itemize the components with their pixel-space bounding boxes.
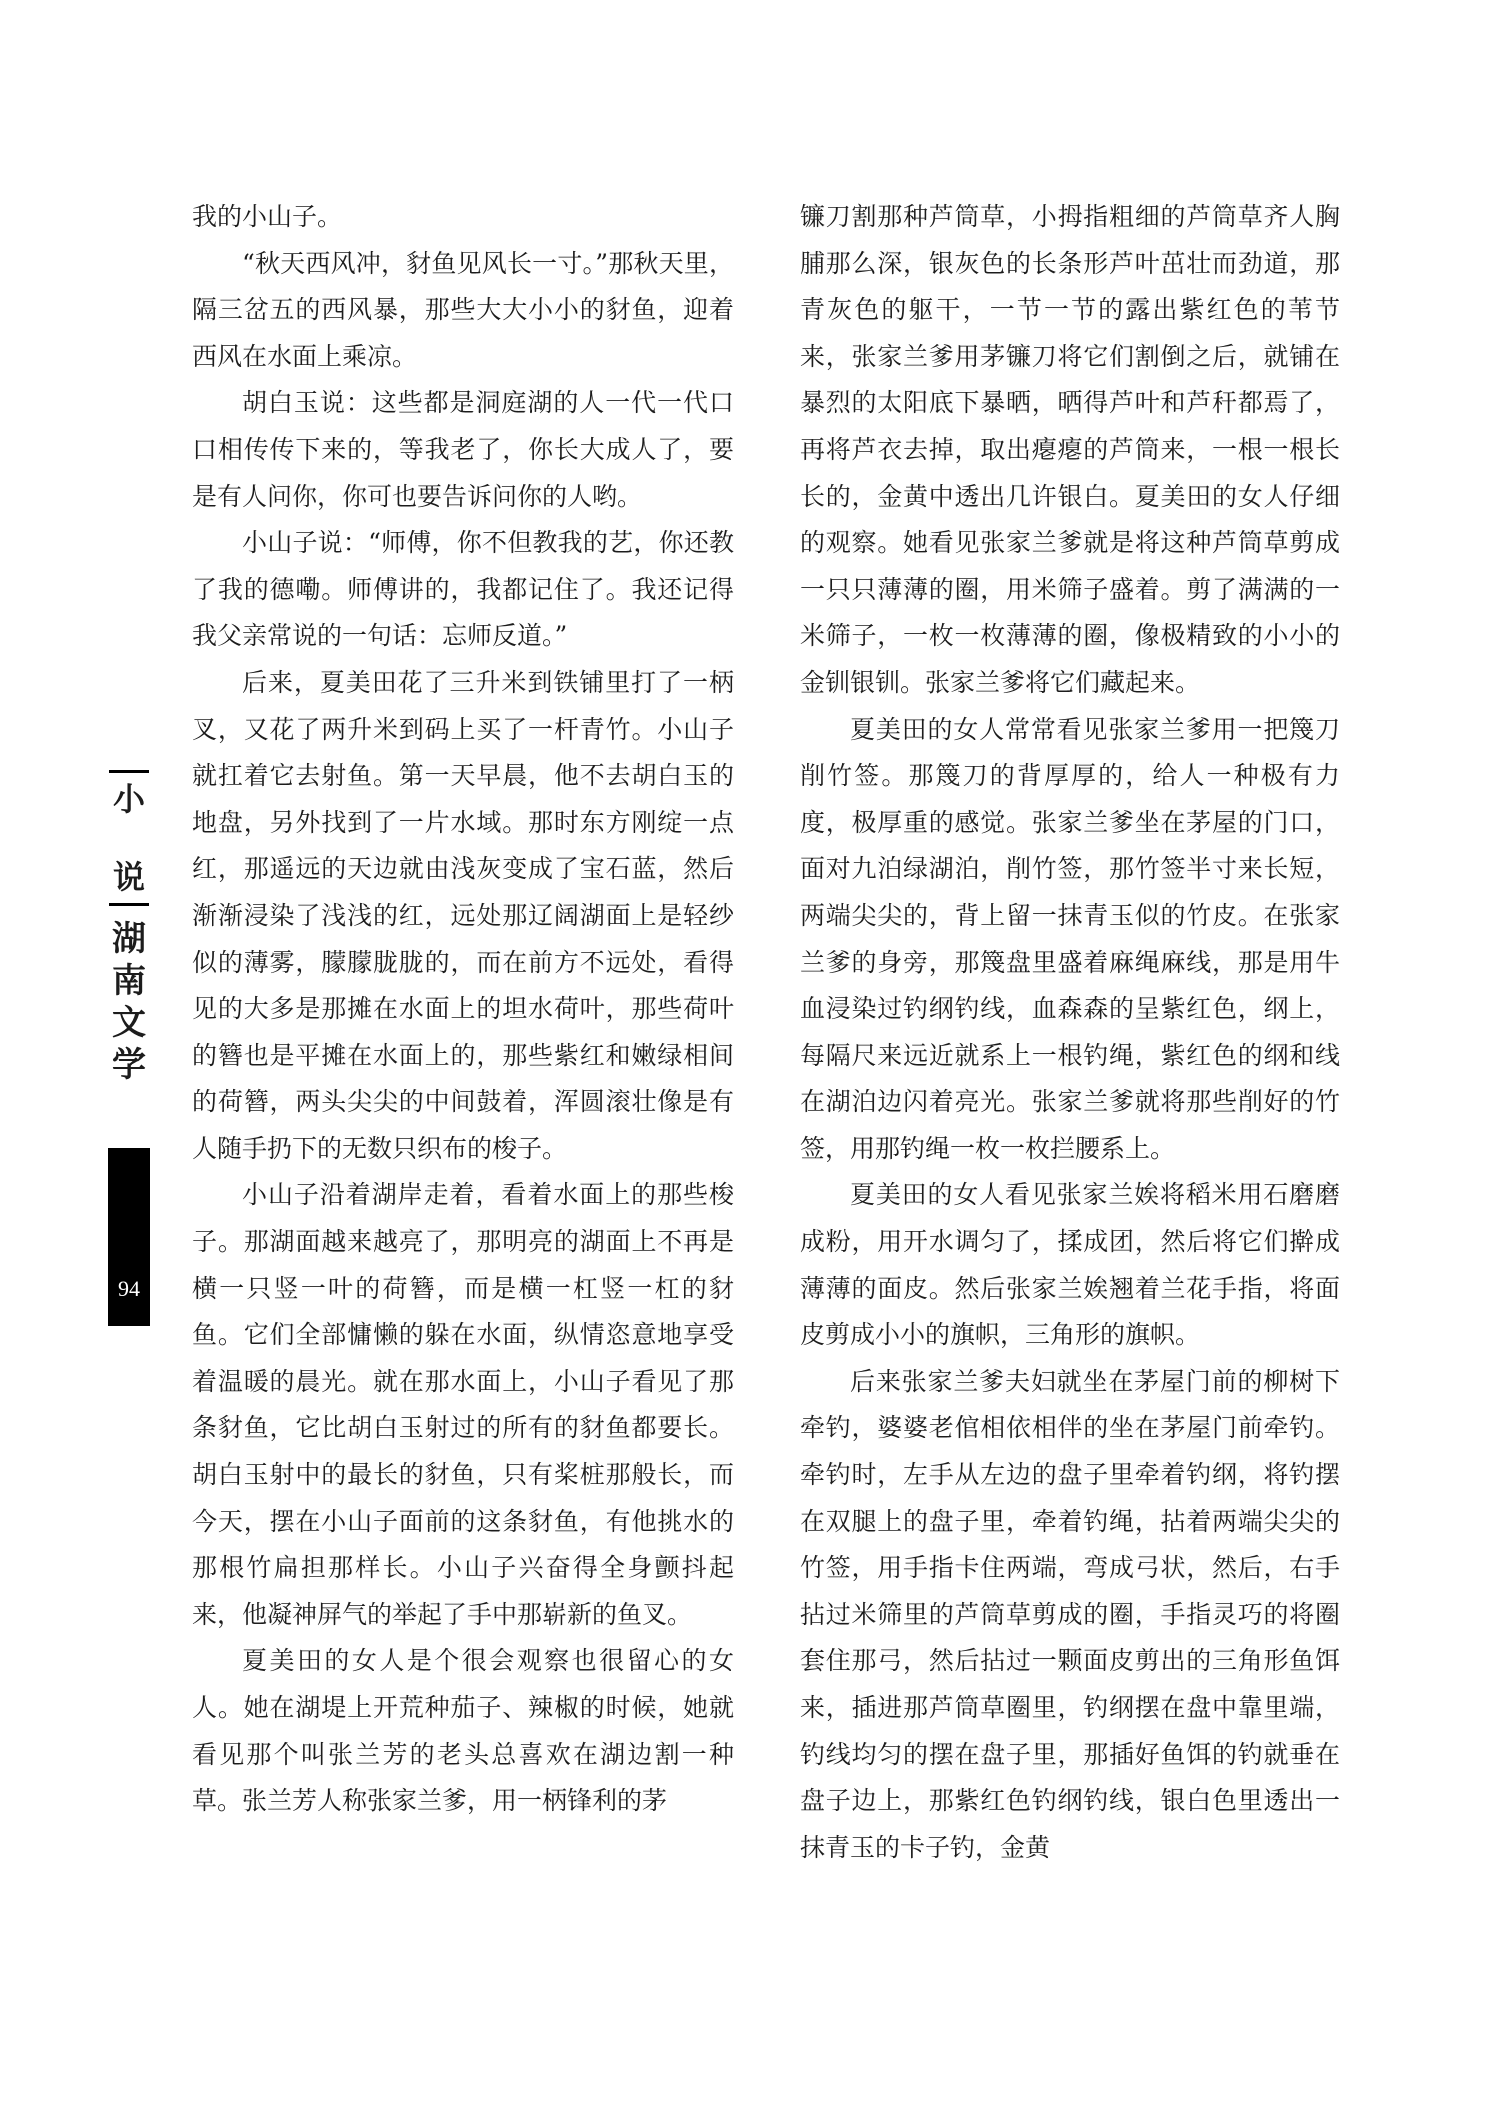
logo-char: 学 — [112, 1045, 146, 1085]
section-rule — [109, 770, 149, 773]
section-char-bottom: 说 — [112, 858, 145, 896]
left-column — [192, 194, 734, 1825]
paragraph: 后来，夏美田花了三升米到铁铺里打了一柄叉，又花了两升米到码上买了一杆青竹。小山子就扛着它去射鱼。第一天早晨，他不去胡白玉的地盘，另外找到了一片水域。那时东方刚绽一点红，那遥远的天边就由浅灰变成了宝石蓝，然后渐渐浸染了浅浅的红，远处那辽阔湖面上是轻纱似的薄雾，朦朦胧胧的，而在前方不远处，看得见的大多是那摊在水面上的坦水荷叶，那些荷叶的簪也是平摊在水面上的，那些紫红和嫩绿相间的荷簪，两头尖尖的中间鼓着，浑圆滚壮像是有人随手扔下的无数只织布的梭子。 — [192, 667, 734, 1163]
paragraph: “秋天西风冲，豺鱼见风长一寸。”那秋天里，隔三岔五的西风暴，那些大大小小的豺鱼，迎着西风在水面上乘凉。 — [192, 248, 734, 371]
paragraph: 小山子沿着湖岸走着，看着水面上的那些梭子。那湖面越来越亮了，那明亮的湖面上不再是横一只竖一叶的荷簪，而是横一杠竖一杠的豺鱼。它们全部慵懒的躲在水面，纵情恣意地享受着温暖的晨光。就在那水面上，小山子看见了那条豺鱼，它比胡白玉射过的所有的豺鱼都要长。胡白玉射中的最长的豺鱼，只有桨桩那般长，而今天，摆在小山子面前的这条豺鱼，有他挑水的那根竹扁担那样长。小山子兴奋得全身颤抖起来，他凝神屏气的举起了手中那崭新的鱼叉。 — [192, 1180, 734, 1629]
logo-char: 湖 — [112, 919, 146, 959]
paragraph: 夏美田的女人看见张家兰娭将稻米用石磨磨成粉，用开水调匀了，揉成团，然后将它们擀成薄薄的面皮。然后张家兰娭翘着兰花手指，将面皮剪成小小的旗帜，三角形的旗帜。 — [800, 1180, 1340, 1350]
paragraph: 胡白玉说：这些都是洞庭湖的人一代一代口口相传传下来的，等我老了，你长大成人了，要是有人问你，你可也要告诉问你的人哟。 — [192, 388, 734, 511]
paragraph: 小山子说：“师傅，你不但教我的艺，你还教了我的德嘞。师傅讲的，我都记住了。我还记得我父亲常说的一句话：忘师反道。” — [192, 528, 734, 651]
paragraph: 后来张家兰爹夫妇就坐在茅屋门前的柳树下牵钓，婆婆老倌相依相伴的坐在茅屋门前牵钓。牵钓时，左手从左边的盘子里牵着钓纲，将钓摆在双腿上的盘子里，牵着钓绳，拈着两端尖尖的竹签，用手指卡住两端，弯成弓状，然后，右手拈过米筛里的芦筒草剪成的圈，手指灵巧的将圈套住那弓，然后拈过一颗面皮剪出的三角形鱼饵来，插进那芦筒草圈里，钓纲摆在盘中靠里端，钓线均匀的摆在盘子里，那插好鱼饵的钓就垂在盘子边上，那紫红色钓纲钓线，银白色里透出一抹青玉的卡子钓，金黄 — [800, 1366, 1340, 1862]
section-rule — [109, 903, 149, 906]
magazine-logo — [108, 918, 150, 1086]
logo-char: 南 — [112, 961, 146, 1001]
logo-char: 文 — [112, 1003, 146, 1043]
page-number: 94 — [118, 1276, 140, 1301]
paragraph: 镰刀割那种芦筒草，小拇指粗细的芦筒草齐人胸脯那么深，银灰色的长条形芦叶茁壮而劲道，那青灰色的躯干，一节一节的露出紫红色的苇节来，张家兰爹用茅镰刀将它们割倒之后，就铺在暴烈的太阳底下暴晒，晒得芦叶和芦秆都焉了，再将芦衣去掉，取出瘪瘪的芦筒来，一根一根长长的，金黄中透出几许银白。夏美田的女人仔细的观察。她看见张家兰爹就是将这种芦筒草剪成一只只薄薄的圈，用米筛子盛着。剪了满满的一米筛子，一枚一枚薄薄的圈，像极精致的小小的金钏银钏。张家兰爹将它们藏起来。 — [800, 202, 1340, 697]
paragraph: 夏美田的女人是个很会观察也很留心的女人。她在湖堤上开荒种茄子、辣椒的时候，她就看见那个叫张兰芳的老头总喜欢在湖边割一种草。张兰芳人称张家兰爹，用一柄锋利的茅 — [192, 1646, 734, 1816]
paragraph: 夏美田的女人常常看见张家兰爹用一把篾刀削竹签。那篾刀的背厚厚的，给人一种极有力度，极厚重的感觉。张家兰爹坐在茅屋的门口，面对九泊绿湖泊，削竹签，那竹签半寸来长短，两端尖尖的，背上留一抹青玉似的竹皮。在张家兰爹的身旁，那篾盘里盛着麻绳麻线，那是用牛血浸染过钓纲钓线，血森森的呈紫红色，纲上，每隔尺来远近就系上一根钓绳，紫红色的纲和线在湖泊边闪着亮光。张家兰爹就将那些削好的竹签，用那钓绳一枚一枚拦腰系上。 — [800, 714, 1340, 1163]
page-number-box — [108, 1148, 150, 1326]
section-char-top: 小 — [112, 780, 145, 818]
right-column — [800, 194, 1340, 1871]
paragraph: 我的小山子。 — [192, 202, 343, 231]
section-marker — [108, 770, 150, 1086]
